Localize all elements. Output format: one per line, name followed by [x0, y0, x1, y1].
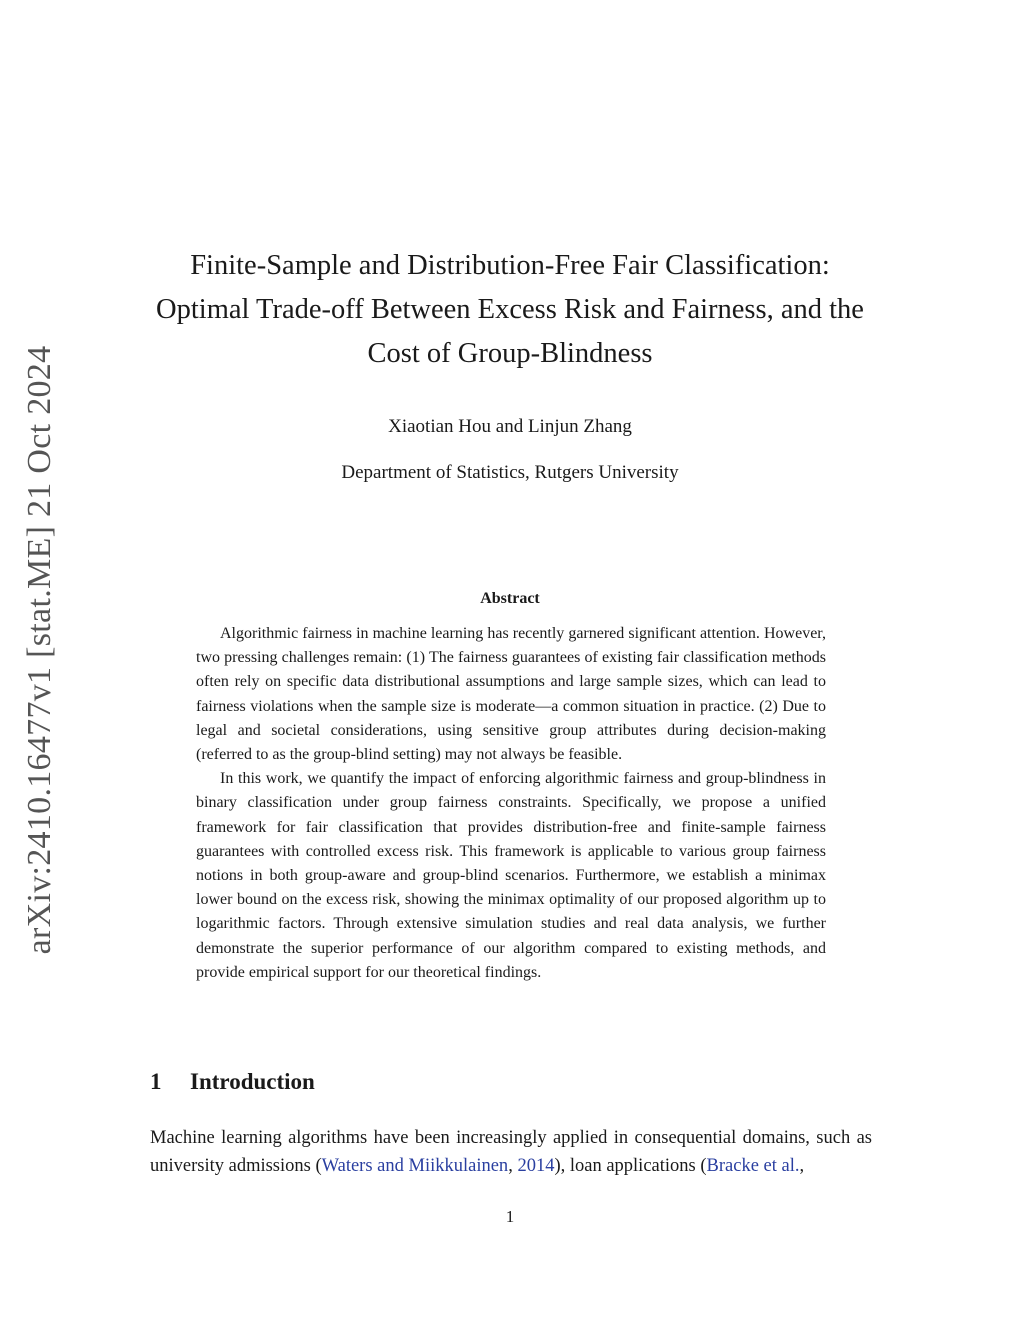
section-title: Introduction [190, 1069, 315, 1094]
abstract-paragraph: Algorithmic fairness in machine learning has recently garnered significant attention. However, two pressing challenges remain: (1) The fairness guarantees of existing fair classification methods often rely on specific data distributional assumptions and large sample sizes, which can lead to fairness violations when the sample size is moderate—a common situation in practice. (2) Due to legal and societal considerations, using sensitive group attributes during decision-making (referred to as the group-blind setting) may not always be feasible. [196, 625, 826, 764]
paper-authors: Xiaotian Hou and Linjun Zhang [388, 416, 632, 437]
citation-separator: , [508, 1156, 518, 1176]
author-affiliation: Department of Statistics, Rutgers University [341, 462, 679, 483]
title-line: Cost of Group-Blindness [367, 338, 653, 369]
citation-link[interactable]: Waters and Miikkulainen [321, 1156, 509, 1176]
citation-link[interactable]: Bracke et al. [706, 1156, 800, 1176]
paper-title [140, 244, 880, 376]
page-number: 1 [505, 1207, 515, 1226]
title-line: Finite-Sample and Distribution-Free Fair Classification: [190, 250, 830, 281]
abstract-paragraph: In this work, we quantify the impact of enforcing algorithmic fairness and group-blindness in binary classification under group fairness constraints. Specifically, we propose a unified framework for fair classification that provides distribution-free and finite-sample fairness guarantees with controlled excess risk. This framework is applicable to various group fairness notions in both group-aware and group-blind scenarios. Furthermore, we establish a minimax lower bound on the excess risk, showing the minimax optimality of our proposed algorithm up to logarithmic factors. Through extensive simulation studies and real data analysis, we further demonstrate the superior performance of our algorithm compared to existing methods, and provide empirical support for our theoretical findings. [196, 770, 826, 981]
intro-paragraph [150, 1124, 872, 1180]
arxiv-identifier: arXiv:2410.16477v1 [stat.ME] 21 Oct 2024 [21, 345, 58, 955]
abstract-heading: Abstract [480, 590, 540, 607]
intro-text: Machine learning algorithms have been increasingly applied in consequential domains, such as university admissions ( [150, 1128, 872, 1176]
section-number: 1 [150, 1069, 162, 1094]
citation-year-link[interactable]: 2014 [517, 1156, 555, 1176]
title-line: Optimal Trade-off Between Excess Risk and Fairness, and the [156, 294, 864, 325]
intro-text: , [799, 1156, 805, 1176]
intro-text: ), loan applications ( [554, 1156, 707, 1176]
introduction-body [150, 1124, 872, 1180]
abstract-body [196, 622, 826, 985]
section-heading [150, 1069, 315, 1095]
